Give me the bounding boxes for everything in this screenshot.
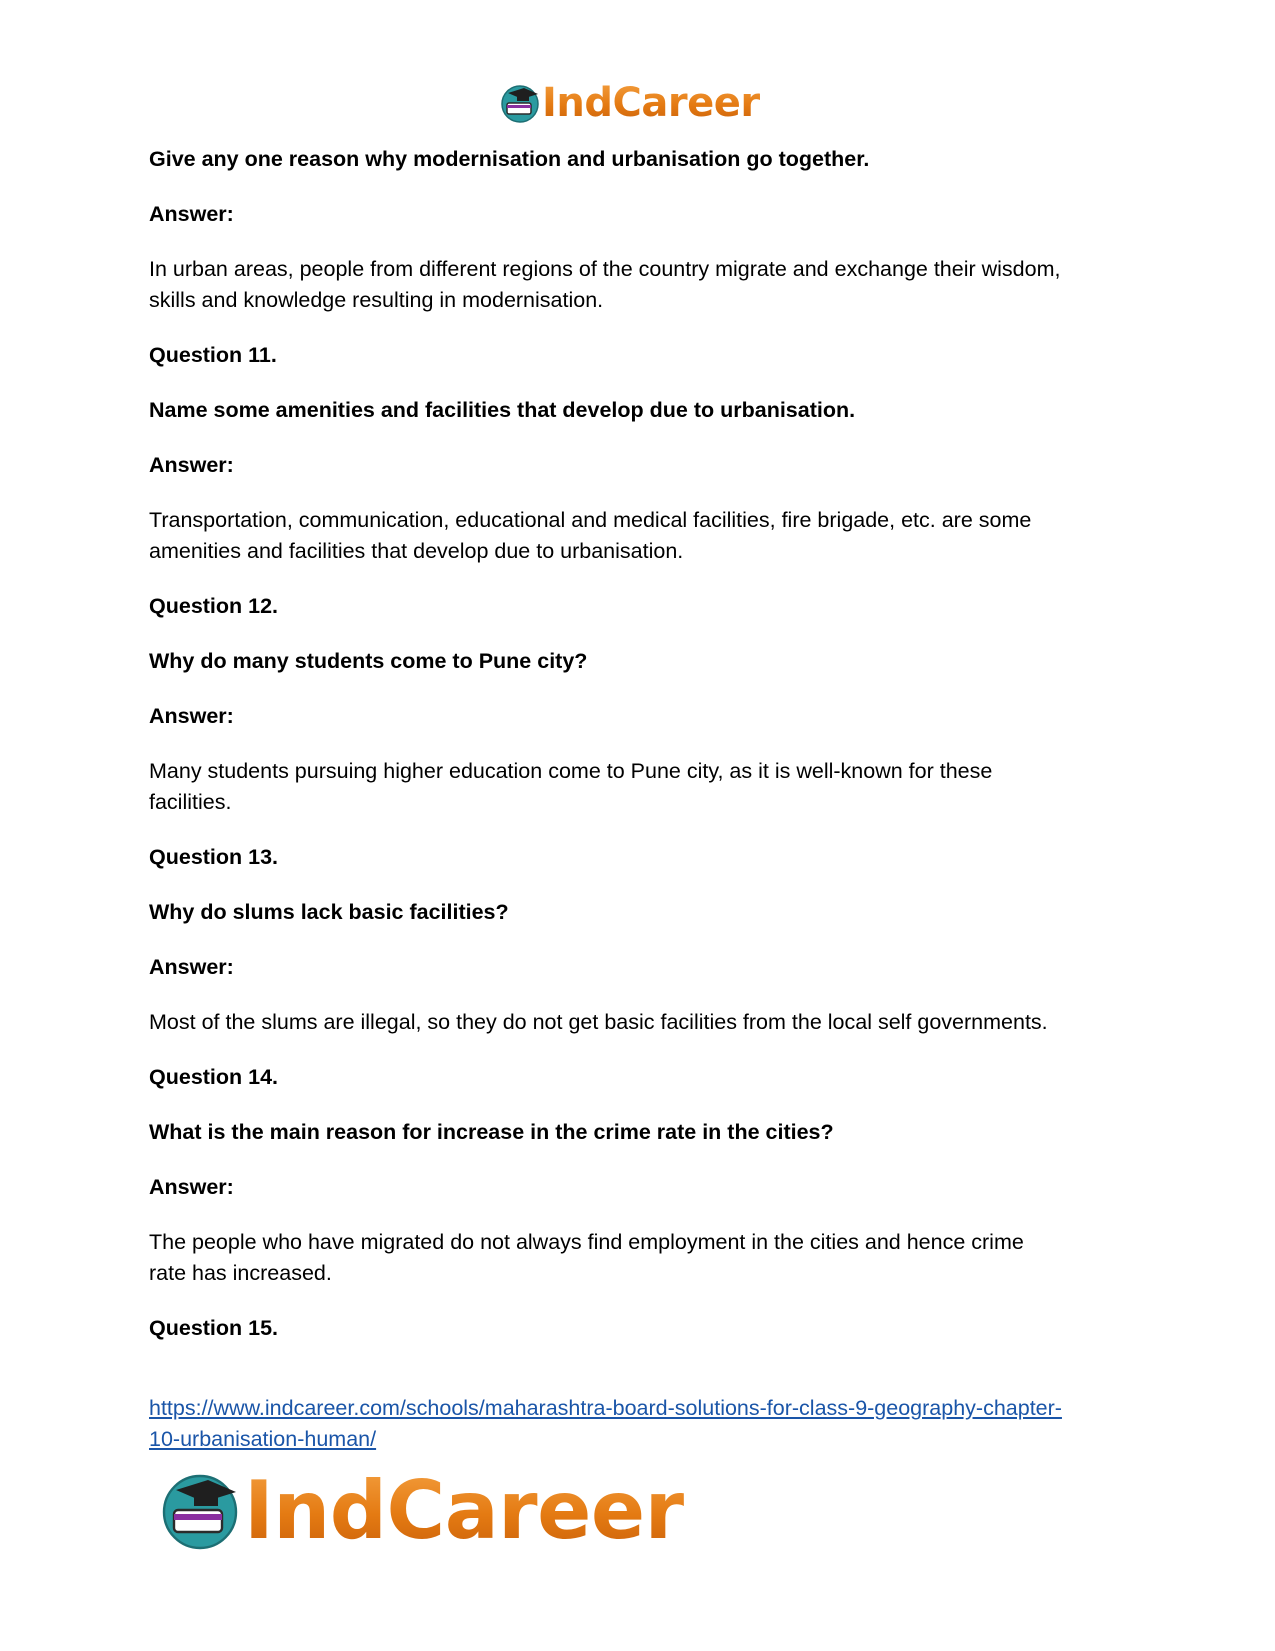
answer-text-line: skills and knowledge resulting in modernisation.: [149, 288, 604, 312]
question-text: Why do slums lack basic facilities?: [149, 900, 509, 924]
qa-content: [149, 144, 1139, 1344]
answer-text-line: facilities.: [149, 790, 232, 814]
footer-logo-text: IndCareer: [244, 1463, 684, 1557]
question-number: Question 11.: [149, 343, 277, 367]
answer-text-line: Transportation, communication, educational and medical facilities, fire brigade, etc. are some: [149, 508, 1032, 532]
source-url-line[interactable]: 10-urbanisation-human/: [149, 1427, 377, 1451]
answer-text-line: Most of the slums are illegal, so they do not get basic facilities from the local self governments.: [149, 1010, 1048, 1034]
answer-label: Answer:: [149, 202, 234, 226]
question-text: Why do many students come to Pune city?: [149, 649, 588, 673]
footer-logo: [160, 1465, 684, 1555]
source-url-link[interactable]: [149, 1393, 1149, 1455]
answer-text-line: The people who have migrated do not always find employment in the cities and hence crime: [149, 1230, 1024, 1254]
question-number: Question 12.: [149, 594, 279, 618]
question-number: Question 15.: [149, 1316, 279, 1340]
answer-text-line: In urban areas, people from different regions of the country migrate and exchange their wisdom,: [149, 257, 1061, 281]
question-text: What is the main reason for increase in the crime rate in the cities?: [149, 1120, 834, 1144]
graduation-cap-book-icon: [500, 83, 540, 123]
question-text: Name some amenities and facilities that develop due to urbanisation.: [149, 398, 856, 422]
question-number: Question 14.: [149, 1065, 279, 1089]
answer-label: Answer:: [149, 1175, 234, 1199]
answer-label: Answer:: [149, 453, 234, 477]
header-logo-text: IndCareer: [542, 80, 760, 126]
source-url-line[interactable]: https://www.indcareer.com/schools/maharashtra-board-solutions-for-class-9-geography-chapter-: [149, 1396, 1062, 1420]
answer-text-line: Many students pursuing higher education come to Pune city, as it is well-known for these: [149, 759, 993, 783]
header-logo: [500, 80, 760, 126]
question-number: Question 13.: [149, 845, 279, 869]
answer-text-line: amenities and facilities that develop due to urbanisation.: [149, 539, 684, 563]
answer-label: Answer:: [149, 704, 234, 728]
graduation-cap-book-icon: [160, 1470, 240, 1550]
question-text: Give any one reason why modernisation and urbanisation go together.: [149, 147, 870, 171]
answer-text-line: rate has increased.: [149, 1261, 332, 1285]
answer-label: Answer:: [149, 955, 234, 979]
